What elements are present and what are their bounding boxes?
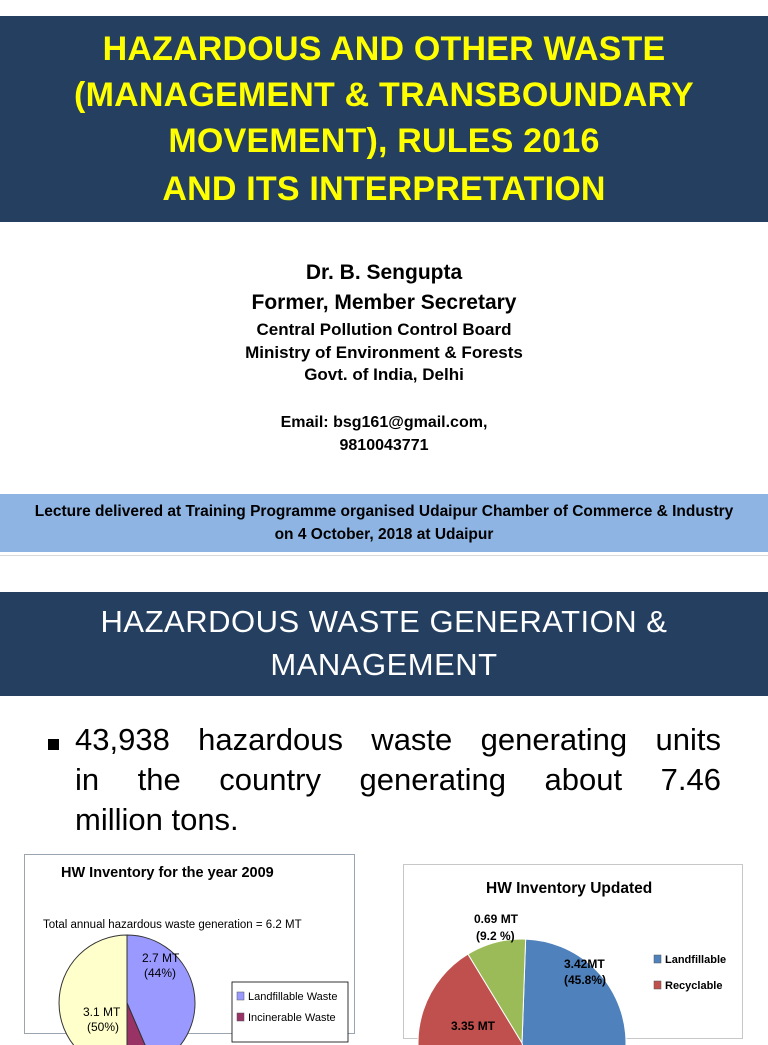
author-phone: 9810043771	[339, 437, 429, 454]
title-line-2: (MANAGEMENT & TRANSBOUNDARY	[74, 76, 694, 114]
hw-inventory-2009-chart	[24, 854, 355, 1034]
chart2-label-incinerable-value: 0.69 MT	[474, 912, 519, 926]
bullet-square-icon	[48, 739, 59, 750]
hw-inventory-updated-svg	[404, 865, 744, 1040]
chart1-label-recyclable-value: 3.1 MT	[83, 1005, 121, 1019]
chart1-label-landfillable-percent: (44%)	[144, 966, 177, 980]
chart2-slice-landfillable	[522, 939, 626, 1045]
author-ministry: Ministry of Environment & Forests	[245, 343, 523, 362]
bullet-line-2: in the country generating about 7.46	[75, 762, 721, 797]
title-line-4: AND ITS INTERPRETATION	[162, 170, 606, 208]
chart2-legend-swatch-landfillable	[654, 955, 661, 963]
chart2-slices	[418, 939, 626, 1045]
chart1-legend-label-incinerable-waste: Incinerable Waste	[248, 1012, 336, 1024]
content-slide	[0, 555, 768, 1034]
bullet-line-1: 43,938 hazardous waste generating units	[75, 722, 721, 757]
chart1-legend-swatch-landfillable-waste	[237, 992, 244, 1000]
chart2-label-incinerable-percent: (9.2 %)	[476, 929, 515, 943]
chart1-legend-swatch-incinerable-waste	[237, 1013, 244, 1021]
title-line-3: MOVEMENT), RULES 2016	[168, 122, 600, 160]
section-title-line-1: HAZARDOUS WASTE GENERATION &	[100, 604, 668, 639]
chart2-legend-label-landfillable: Landfillable	[665, 954, 727, 966]
chart1-subtitle: Total annual hazardous waste generation = 6.2 MT	[43, 919, 302, 931]
chart2-label-landfillable-value: 3.42MT	[564, 957, 605, 971]
author-government: Govt. of India, Delhi	[304, 365, 464, 384]
chart1-title: HW Inventory for the year 2009	[61, 865, 274, 881]
lecture-line-2: on 4 October, 2018 at Udaipur	[274, 526, 494, 543]
author-organization: Central Pollution Control Board	[256, 320, 512, 339]
title-banner	[0, 16, 768, 222]
author-name: Dr. B. Sengupta	[305, 261, 463, 284]
chart1-label-landfillable-value: 2.7 MT	[142, 951, 180, 965]
hw-inventory-updated-chart	[403, 864, 743, 1039]
chart2-legend-swatch-recyclable	[654, 981, 661, 989]
section-title-line-2: MANAGEMENT	[270, 647, 498, 682]
title-line-1: HAZARDOUS AND OTHER WASTE	[102, 30, 666, 68]
chart2-legend	[654, 954, 726, 992]
author-position: Former, Member Secretary	[251, 291, 517, 314]
chart2-title: HW Inventory Updated	[486, 880, 653, 897]
chart2-label-recyclable-value: 3.35 MT	[451, 1019, 496, 1033]
author-email: Email: bsg161@gmail.com,	[280, 414, 488, 431]
chart2-legend-label-recyclable: Recyclable	[665, 980, 723, 992]
bullet-line-3: million tons.	[75, 802, 239, 837]
section-title-banner	[0, 592, 768, 696]
hw-inventory-2009-svg	[25, 855, 356, 1035]
lecture-line-1: Lecture delivered at Training Programme organised Udaipur Chamber of Commerce & Industry	[34, 503, 734, 520]
chart1-legend-label-landfillable-waste: Landfillable Waste	[248, 991, 338, 1003]
chart1-label-recyclable-percent: (50%)	[87, 1020, 120, 1034]
chart2-label-landfillable-percent: (45.8%)	[564, 973, 607, 987]
lecture-banner	[0, 494, 768, 552]
